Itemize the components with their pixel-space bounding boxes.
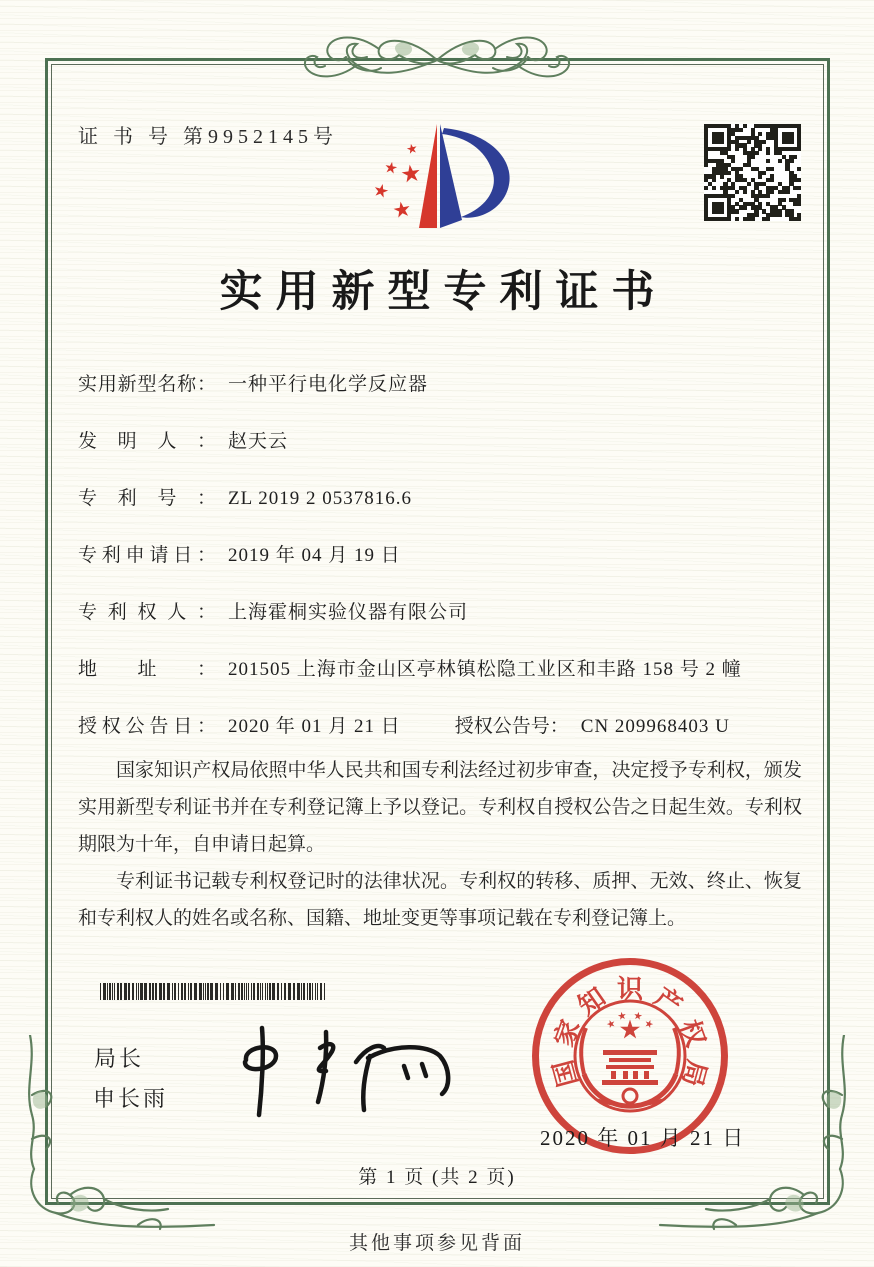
field-value: 2020 年 01 月 21 日 [228, 716, 401, 737]
certificate-title: 实用新型专利证书 [219, 269, 668, 316]
field-row-patent-number [78, 486, 802, 512]
seal-date: 2020 年 01 月 21 日 [540, 1126, 746, 1150]
field-value: ZL 2019 2 0537816.6 [228, 488, 413, 509]
field-label: 实用新型名称： [78, 374, 216, 395]
field-row-name [78, 372, 802, 398]
field-label: 授权公告号： [454, 716, 569, 737]
commissioner-name: 申长雨 [93, 1086, 169, 1111]
field-row-inventor [78, 429, 802, 455]
seal-char: 产 [649, 981, 688, 1021]
field-value: 201505 上海市金山区亭林镇松隐工业区和丰路 158 号 2 幢 [228, 659, 742, 680]
commissioner-signature-icon [218, 1018, 468, 1118]
legal-text [78, 752, 802, 937]
commissioner-title: 局长 [94, 1046, 145, 1071]
field-row-patentee [78, 600, 802, 626]
seal-char: 国 [547, 1056, 584, 1090]
certificate-fields [78, 372, 802, 771]
field-label: 专利权人： [78, 602, 216, 623]
field-value: 2019 年 04 月 19 日 [228, 545, 401, 566]
seal-char: 知 [572, 981, 611, 1021]
field-label: 发明人： [78, 431, 216, 452]
field-row-address [78, 657, 802, 683]
back-side-note: 其他事项参见背面 [348, 1233, 525, 1254]
field-label: 地址： [78, 659, 216, 680]
field-row-filing-date [78, 543, 802, 569]
field-label: 专利申请日： [78, 545, 216, 566]
legal-paragraph-1: 国家知识产权局依照中华人民共和国专利法经过初步审查，决定授予专利权，颁发实用新型专利证书并在专利登记簿上予以登记。专利权自授权公告之日起生效。专利权期限为十年，自申请日起算。 [78, 760, 802, 855]
legal-paragraph-2: 专利证书记载专利权登记时的法律状况。专利权的转移、质押、无效、终止、恢复和专利权人的姓名或名称、国籍、地址变更等事项记载在专利登记簿上。 [78, 871, 802, 929]
seal-char: 识 [616, 974, 643, 1004]
field-value: 上海霍桐实验仪器有限公司 [228, 602, 469, 623]
national-emblem-icon [571, 997, 689, 1115]
field-value: CN 209968403 U [580, 716, 730, 737]
seal-char: 家 [548, 1015, 586, 1051]
page-number: 第 1 页 (共 2 页) [358, 1167, 516, 1188]
qr-code [704, 124, 801, 221]
cnipa-logo-icon [366, 112, 526, 247]
seal-char: 局 [676, 1056, 713, 1090]
certificate-number: 证 书 号 第9952145号 [78, 126, 338, 148]
field-label: 授权公告日： [78, 716, 216, 737]
field-label: 专利号： [78, 488, 216, 509]
seal-char: 权 [674, 1015, 712, 1051]
barcode [100, 983, 332, 1000]
field-value: 赵天云 [228, 431, 289, 452]
field-value: 一种平行电化学反应器 [228, 374, 429, 395]
field-row-grant [78, 714, 802, 740]
